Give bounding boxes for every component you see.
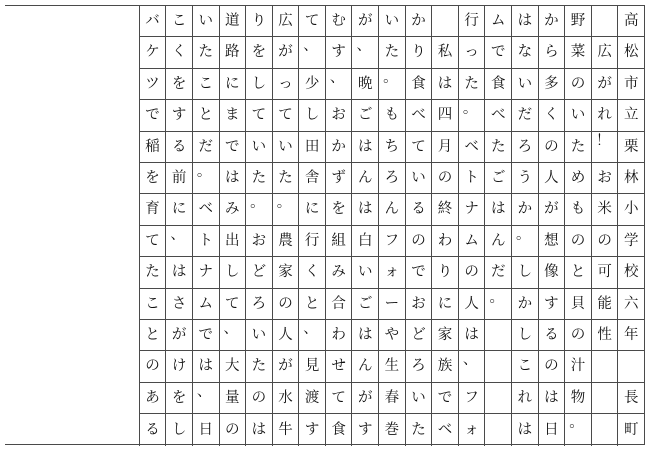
manuscript-cell: 白 bbox=[352, 226, 378, 257]
manuscript-cell: 巻 bbox=[384, 421, 400, 438]
manuscript-cell: た bbox=[459, 69, 485, 100]
manuscript-cell: の bbox=[140, 351, 166, 382]
manuscript-column bbox=[351, 6, 378, 446]
manuscript-column bbox=[458, 6, 485, 446]
manuscript-cell: ォ bbox=[379, 257, 405, 288]
manuscript-cell: い bbox=[352, 257, 378, 288]
manuscript-cell: れ bbox=[592, 100, 618, 131]
manuscript-cell: 、 bbox=[352, 37, 378, 68]
manuscript-cell: た bbox=[140, 257, 166, 288]
manuscript-cell: の bbox=[565, 69, 591, 100]
manuscript-cell: は bbox=[220, 163, 246, 194]
manuscript-cell: の bbox=[246, 383, 272, 414]
manuscript-cell: は bbox=[352, 194, 378, 225]
manuscript-cell: っ bbox=[273, 69, 299, 100]
manuscript-cell: 。 bbox=[485, 289, 511, 320]
manuscript-cell: し bbox=[171, 421, 187, 438]
manuscript-cell: 生 bbox=[379, 351, 405, 382]
manuscript-cell: み bbox=[220, 194, 246, 225]
manuscript-cell: 合 bbox=[326, 289, 352, 320]
manuscript-cell: で bbox=[406, 257, 432, 288]
manuscript-cell: く bbox=[299, 257, 325, 288]
manuscript-cell: く bbox=[166, 37, 192, 68]
manuscript-cell: わ bbox=[326, 320, 352, 351]
manuscript-cell: 学 bbox=[618, 226, 644, 257]
manuscript-cell: が bbox=[273, 351, 299, 382]
manuscript-cell: 牛 bbox=[278, 421, 293, 438]
manuscript-cell: ケ bbox=[140, 37, 166, 68]
manuscript-cell bbox=[592, 6, 618, 37]
manuscript-cell: ん bbox=[352, 351, 378, 382]
manuscript-column bbox=[139, 6, 166, 446]
manuscript-cell: ト bbox=[193, 226, 219, 257]
manuscript-cell: は bbox=[459, 320, 485, 351]
manuscript-cell: お bbox=[592, 163, 618, 194]
manuscript-cell: 、 bbox=[459, 351, 485, 382]
manuscript-cell: 私 bbox=[432, 37, 458, 68]
manuscript-cell: し bbox=[512, 257, 538, 288]
manuscript-cell: は bbox=[432, 69, 458, 100]
manuscript-cell: 想 bbox=[539, 226, 565, 257]
manuscript-cell: は bbox=[352, 320, 378, 351]
manuscript-cell: べ bbox=[485, 100, 511, 131]
manuscript-cell: 稲 bbox=[140, 132, 166, 163]
manuscript-cell: た bbox=[273, 163, 299, 194]
manuscript-column bbox=[219, 6, 246, 446]
manuscript-cell: ム bbox=[459, 226, 485, 257]
manuscript-cell: た bbox=[246, 163, 272, 194]
manuscript-cell: や bbox=[379, 320, 405, 351]
manuscript-cell: ろ bbox=[406, 351, 432, 382]
manuscript-cell: く bbox=[539, 100, 565, 131]
manuscript-cell: バ bbox=[140, 6, 166, 37]
manuscript-cell: て bbox=[220, 289, 246, 320]
manuscript-cell: 。 bbox=[379, 69, 405, 100]
manuscript-cell: 、 bbox=[193, 383, 219, 414]
manuscript-column bbox=[192, 6, 219, 446]
manuscript-cell: 育 bbox=[140, 194, 166, 225]
manuscript-column bbox=[511, 6, 538, 446]
manuscript-cell: フ bbox=[379, 226, 405, 257]
manuscript-cell: ん bbox=[485, 226, 511, 257]
manuscript-cell: り bbox=[246, 6, 272, 37]
manuscript-cell: ベ bbox=[193, 194, 219, 225]
manuscript-cell: べ bbox=[406, 100, 432, 131]
manuscript-cell: お bbox=[246, 226, 272, 257]
manuscript-cell: 人 bbox=[459, 289, 485, 320]
manuscript-cell: て bbox=[273, 100, 299, 131]
manuscript-cell: が bbox=[166, 320, 192, 351]
manuscript-cell: に bbox=[220, 69, 246, 100]
manuscript-cell: か bbox=[326, 132, 352, 163]
manuscript-cell: る bbox=[145, 421, 160, 438]
manuscript-cell: の bbox=[592, 226, 618, 257]
manuscript-cell: り bbox=[432, 257, 458, 288]
manuscript-cell: 四 bbox=[432, 100, 458, 131]
manuscript-cell: 米 bbox=[592, 194, 618, 225]
manuscript-cell: が bbox=[273, 37, 299, 68]
manuscript-cell: 見 bbox=[299, 351, 325, 382]
manuscript-cell: 出 bbox=[220, 226, 246, 257]
manuscript-cell: た bbox=[565, 132, 591, 163]
manuscript-cell: ろ bbox=[379, 163, 405, 194]
manuscript-cell: し bbox=[512, 320, 538, 351]
manuscript-cell: の bbox=[406, 226, 432, 257]
manuscript-grid bbox=[5, 5, 645, 445]
manuscript-cell: 日 bbox=[198, 421, 213, 438]
manuscript-cell: 人 bbox=[273, 320, 299, 351]
manuscript-cell: 食 bbox=[485, 69, 511, 100]
manuscript-cell: 農 bbox=[273, 226, 299, 257]
manuscript-cell: は bbox=[352, 132, 378, 163]
manuscript-cell: 栗 bbox=[618, 132, 644, 163]
manuscript-cell: 春 bbox=[379, 383, 405, 414]
manuscript-cell: で bbox=[220, 132, 246, 163]
manuscript-cell: ず bbox=[326, 163, 352, 194]
manuscript-cell: か bbox=[512, 289, 538, 320]
manuscript-cell: ん bbox=[352, 163, 378, 194]
manuscript-cell: ベ bbox=[459, 132, 485, 163]
manuscript-cell bbox=[485, 320, 511, 351]
manuscript-cell: ！ bbox=[592, 132, 618, 163]
manuscript-column bbox=[245, 6, 272, 446]
manuscript-cell: 舎 bbox=[299, 163, 325, 194]
manuscript-cell: 、 bbox=[299, 320, 325, 351]
manuscript-cell: だ bbox=[512, 100, 538, 131]
manuscript-cell bbox=[485, 383, 511, 414]
manuscript-cell: と bbox=[140, 320, 166, 351]
manuscript-cell: ど bbox=[406, 320, 432, 351]
manuscript-cell: 小 bbox=[618, 194, 644, 225]
manuscript-cell: て bbox=[406, 132, 432, 163]
manuscript-cell: わ bbox=[432, 226, 458, 257]
manuscript-cell: ト bbox=[459, 163, 485, 194]
manuscript-cell: は bbox=[251, 421, 267, 438]
manuscript-cell: い bbox=[273, 132, 299, 163]
manuscript-cell: 林 bbox=[618, 163, 644, 194]
manuscript-cell: ム bbox=[193, 289, 219, 320]
manuscript-cell: ツ bbox=[140, 69, 166, 100]
manuscript-cell: ま bbox=[220, 100, 246, 131]
manuscript-cell: も bbox=[379, 100, 405, 131]
manuscript-cell: 市 bbox=[618, 69, 644, 100]
manuscript-cell: 晩 bbox=[352, 69, 378, 100]
manuscript-cell: お bbox=[326, 100, 352, 131]
manuscript-cell: 田 bbox=[299, 132, 325, 163]
manuscript-cell: を bbox=[140, 163, 166, 194]
manuscript-cell: 物 bbox=[565, 383, 591, 414]
manuscript-cell: 家 bbox=[273, 257, 299, 288]
manuscript-cell: が bbox=[352, 6, 378, 37]
manuscript-cell: 松 bbox=[618, 37, 644, 68]
manuscript-cell: す bbox=[326, 37, 352, 68]
manuscript-column bbox=[165, 6, 192, 446]
manuscript-cell: い bbox=[246, 132, 272, 163]
manuscript-cell: め bbox=[565, 163, 591, 194]
manuscript-cell: 組 bbox=[326, 226, 352, 257]
manuscript-cell: み bbox=[326, 257, 352, 288]
manuscript-cell: 。 bbox=[246, 194, 272, 225]
manuscript-cell: ナ bbox=[459, 194, 485, 225]
manuscript-cell: か bbox=[512, 194, 538, 225]
manuscript-cell: 。 bbox=[569, 415, 584, 432]
manuscript-cell: う bbox=[512, 163, 538, 194]
manuscript-cell: の bbox=[565, 226, 591, 257]
manuscript-cell: が bbox=[592, 69, 618, 100]
manuscript-cell: な bbox=[512, 37, 538, 68]
manuscript-cell: を bbox=[166, 383, 192, 414]
manuscript-column bbox=[431, 6, 458, 446]
manuscript-cell: 家 bbox=[432, 320, 458, 351]
manuscript-cell: た bbox=[379, 37, 405, 68]
manuscript-cell: 食 bbox=[331, 421, 346, 438]
manuscript-cell: 。 bbox=[459, 100, 485, 131]
manuscript-cell: す bbox=[166, 100, 192, 131]
manuscript-cell: い bbox=[565, 100, 591, 131]
manuscript-cell: ご bbox=[485, 163, 511, 194]
manuscript-cell: 量 bbox=[220, 383, 246, 414]
manuscript-cell bbox=[592, 351, 618, 382]
manuscript-cell: ご bbox=[352, 289, 378, 320]
manuscript-cell: 、 bbox=[166, 226, 192, 257]
manuscript-cell: は bbox=[539, 383, 565, 414]
manuscript-cell: い bbox=[379, 6, 405, 37]
manuscript-cell: と bbox=[299, 289, 325, 320]
manuscript-cell: せ bbox=[326, 351, 352, 382]
manuscript-cell: ご bbox=[352, 100, 378, 131]
manuscript-cell: の bbox=[273, 289, 299, 320]
manuscript-cell: 。 bbox=[512, 226, 538, 257]
manuscript-cell: と bbox=[565, 257, 591, 288]
manuscript-cell: の bbox=[432, 163, 458, 194]
manuscript-cell: る bbox=[406, 194, 432, 225]
manuscript-cell: 。 bbox=[273, 194, 299, 225]
manuscript-cell: ろ bbox=[246, 289, 272, 320]
manuscript-cell: れ bbox=[512, 383, 538, 414]
manuscript-cell: 人 bbox=[539, 163, 565, 194]
manuscript-cell: い bbox=[193, 6, 219, 37]
manuscript-cell: 行 bbox=[459, 6, 485, 37]
manuscript-cell: ナ bbox=[193, 257, 219, 288]
manuscript-cell: 長 bbox=[618, 383, 644, 414]
manuscript-cell: が bbox=[539, 194, 565, 225]
manuscript-cell: は bbox=[517, 421, 533, 438]
manuscript-cell: ち bbox=[379, 132, 405, 163]
manuscript-column bbox=[564, 6, 591, 446]
manuscript-cell: 汁 bbox=[565, 351, 591, 382]
manuscript-cell: 広 bbox=[592, 37, 618, 68]
manuscript-cell: の bbox=[539, 351, 565, 382]
manuscript-cell: ベ bbox=[437, 421, 453, 438]
manuscript-cell: に bbox=[432, 289, 458, 320]
manuscript-cell: こ bbox=[140, 289, 166, 320]
manuscript-cell bbox=[432, 6, 458, 37]
manuscript-cell: に bbox=[299, 194, 325, 225]
manuscript-cell: 高 bbox=[618, 6, 644, 37]
manuscript-cell: し bbox=[299, 100, 325, 131]
manuscript-cell: 性 bbox=[592, 320, 618, 351]
manuscript-cell: た bbox=[193, 37, 219, 68]
manuscript-cell: で bbox=[485, 37, 511, 68]
manuscript-cell: ら bbox=[539, 37, 565, 68]
manuscript-cell bbox=[592, 414, 618, 445]
manuscript-cell: ム bbox=[485, 6, 511, 37]
manuscript-cell: 校 bbox=[618, 257, 644, 288]
manuscript-column bbox=[378, 6, 405, 446]
manuscript-column bbox=[405, 6, 432, 446]
manuscript-cell: て bbox=[326, 383, 352, 414]
manuscript-cell: て bbox=[246, 100, 272, 131]
manuscript-cell: 多 bbox=[539, 69, 565, 100]
manuscript-cell: 広 bbox=[273, 6, 299, 37]
manuscript-cell: 前 bbox=[166, 163, 192, 194]
manuscript-cell: し bbox=[246, 69, 272, 100]
manuscript-column bbox=[591, 6, 618, 446]
manuscript-column bbox=[272, 6, 299, 446]
manuscript-cell: ん bbox=[379, 194, 405, 225]
manuscript-cell: の bbox=[539, 132, 565, 163]
manuscript-cell: を bbox=[326, 194, 352, 225]
manuscript-cell: 、 bbox=[326, 69, 352, 100]
manuscript-cell: た bbox=[411, 421, 426, 438]
manuscript-cell: 菜 bbox=[565, 37, 591, 68]
manuscript-cell: て bbox=[299, 6, 325, 37]
manuscript-cell: ど bbox=[246, 257, 272, 288]
manuscript-cell: を bbox=[246, 37, 272, 68]
manuscript-cell bbox=[485, 414, 511, 445]
manuscript-cell: 渡 bbox=[299, 383, 325, 414]
manuscript-cell: っ bbox=[459, 37, 485, 68]
manuscript-cell: 族 bbox=[432, 351, 458, 382]
manuscript-cell bbox=[592, 383, 618, 414]
manuscript-column bbox=[298, 6, 325, 446]
manuscript-cell: だ bbox=[485, 257, 511, 288]
manuscript-cell: は bbox=[193, 351, 219, 382]
manuscript-cell: こ bbox=[193, 69, 219, 100]
manuscript-cell: 能 bbox=[592, 289, 618, 320]
manuscript-cell: で bbox=[140, 100, 166, 131]
manuscript-cell: ろ bbox=[512, 132, 538, 163]
manuscript-cell: す bbox=[304, 421, 320, 438]
manuscript-cell: の bbox=[459, 257, 485, 288]
manuscript-cell: し bbox=[220, 257, 246, 288]
manuscript-cell: 路 bbox=[220, 37, 246, 68]
manuscript-cell: 。 bbox=[193, 163, 219, 194]
manuscript-cell: さ bbox=[166, 289, 192, 320]
manuscript-cell: た bbox=[246, 351, 272, 382]
manuscript-cell: る bbox=[539, 320, 565, 351]
manuscript-cell: 六 bbox=[618, 289, 644, 320]
manuscript-cell: で bbox=[193, 320, 219, 351]
manuscript-cell: お bbox=[406, 289, 432, 320]
manuscript-cell: は bbox=[485, 194, 511, 225]
manuscript-cell: す bbox=[539, 289, 565, 320]
manuscript-cell: は bbox=[166, 257, 192, 288]
manuscript-cell: に bbox=[166, 194, 192, 225]
manuscript-cell: 、 bbox=[299, 37, 325, 68]
manuscript-cell bbox=[618, 351, 644, 382]
manuscript-cell: 野 bbox=[565, 6, 591, 37]
manuscript-cell: 月 bbox=[432, 132, 458, 163]
manuscript-cell: 町 bbox=[623, 421, 639, 438]
manuscript-cell: 大 bbox=[220, 351, 246, 382]
manuscript-cell: 年 bbox=[618, 320, 644, 351]
manuscript-cell: て bbox=[140, 226, 166, 257]
manuscript-cell: は bbox=[512, 6, 538, 37]
manuscript-column bbox=[617, 6, 644, 446]
manuscript-cell: で bbox=[432, 383, 458, 414]
manuscript-cell: 食 bbox=[406, 69, 432, 100]
manuscript-column bbox=[538, 6, 565, 446]
manuscript-cell: い bbox=[512, 69, 538, 100]
manuscript-cell: い bbox=[406, 163, 432, 194]
manuscript-column bbox=[325, 6, 352, 446]
manuscript-cell: と bbox=[193, 100, 219, 131]
manuscript-cell: 日 bbox=[544, 421, 559, 438]
manuscript-cell: を bbox=[166, 69, 192, 100]
manuscript-cell: の bbox=[565, 320, 591, 351]
manuscript-cell: る bbox=[166, 132, 192, 163]
manuscript-cell: 像 bbox=[539, 257, 565, 288]
manuscript-cell: 立 bbox=[618, 100, 644, 131]
manuscript-cell: だ bbox=[193, 132, 219, 163]
manuscript-cell: 水 bbox=[273, 383, 299, 414]
manuscript-cell: ォ bbox=[464, 421, 479, 438]
manuscript-cell: 、 bbox=[220, 320, 246, 351]
manuscript-cell: い bbox=[406, 383, 432, 414]
manuscript-cell: ー bbox=[379, 289, 405, 320]
manuscript-cell: の bbox=[225, 421, 240, 438]
manuscript-cell: む bbox=[326, 6, 352, 37]
manuscript-cell: 貝 bbox=[565, 289, 591, 320]
manuscript-cell: 道 bbox=[220, 6, 246, 37]
manuscript-cell bbox=[485, 351, 511, 382]
manuscript-cell: 可 bbox=[592, 257, 618, 288]
manuscript-column bbox=[484, 6, 511, 446]
manuscript-cell: り bbox=[406, 37, 432, 68]
manuscript-cell: も bbox=[565, 194, 591, 225]
manuscript-cell: フ bbox=[459, 383, 485, 414]
manuscript-cell: か bbox=[539, 6, 565, 37]
manuscript-cell: け bbox=[166, 351, 192, 382]
manuscript-cell: こ bbox=[166, 6, 192, 37]
manuscript-cell: 終 bbox=[432, 194, 458, 225]
manuscript-cell: す bbox=[358, 421, 373, 438]
manuscript-cell: あ bbox=[140, 383, 166, 414]
manuscript-cell: た bbox=[485, 132, 511, 163]
manuscript-cell: が bbox=[352, 383, 378, 414]
manuscript-cell: こ bbox=[512, 351, 538, 382]
manuscript-cell: か bbox=[406, 6, 432, 37]
manuscript-cell: 行 bbox=[299, 226, 325, 257]
manuscript-cell: 少 bbox=[299, 69, 325, 100]
manuscript-cell: い bbox=[246, 320, 272, 351]
